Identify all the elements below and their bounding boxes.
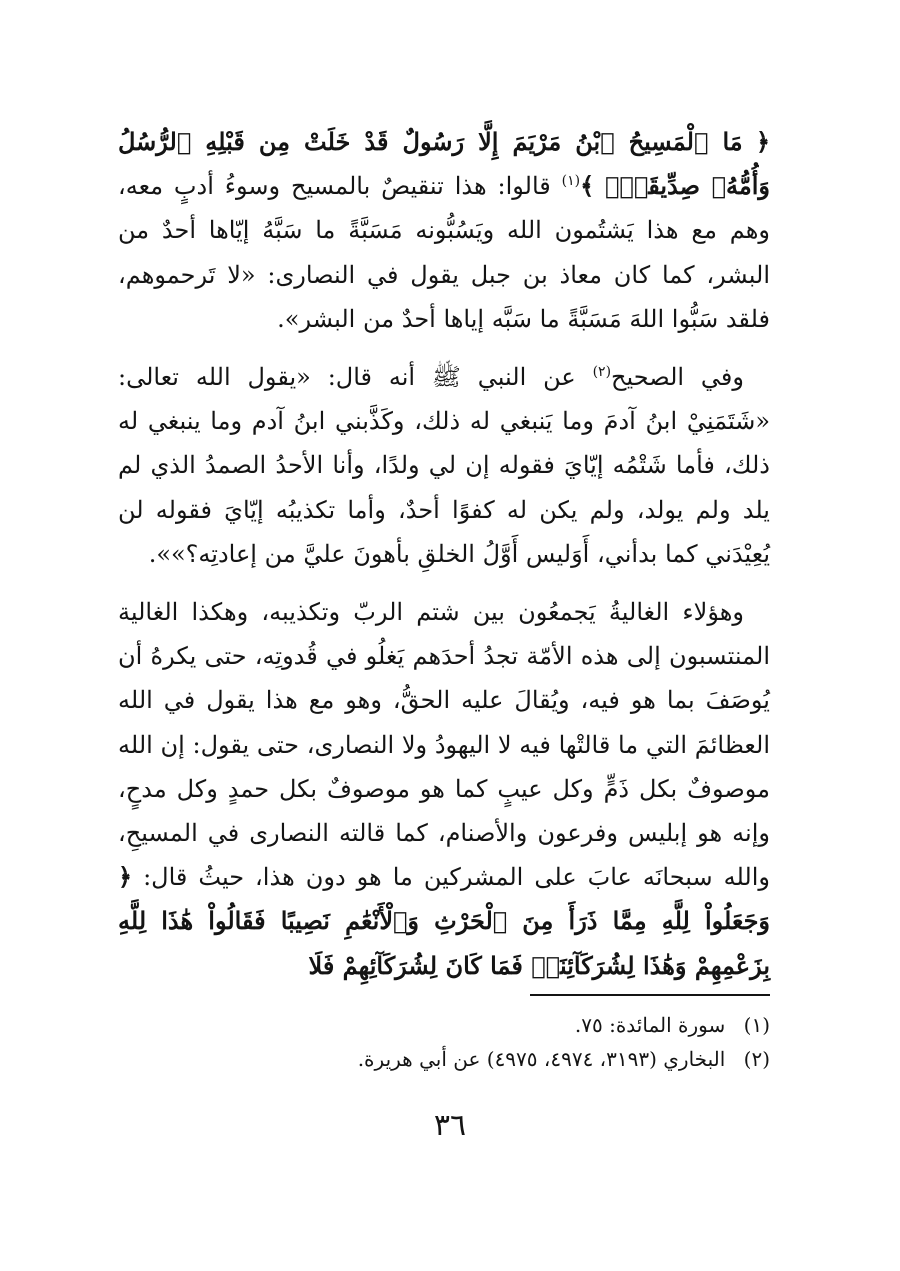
paragraph-3-text: وهؤلاء الغاليةُ يَجمعُون بين شتم الربّ وتكذيبه، وهكذا الغالية المنتسبون إلى هذه الأمّة تجدُ أحدَهم يَغلُو في قُدوتِه، حتى يكرهُ أن يُوصَفَ بما هو فيه، ويُقالَ عليه الحقُّ، وهو مع هذا يقول في الله العظائمَ التي ما قالتْها فيه لا اليهودُ ولا النصارى، حتى يقول: إن الله موصوفٌ بكل ذَمٍّ وكل عيبٍ كما هو موصوفٌ بكل حمدٍ وكل مدحٍ، وإنه هو إبليس وفرعون والأصنام، كما قالته النصارى في المسيحِ، والله سبحانَه عابَ على المشركين ما هو دون هذا، حيثُ قال: <box>118 598 770 892</box>
quran-open-bracket-2: ﴿ <box>118 862 133 892</box>
paragraph-2-text: عن النبي ﷺ أنه قال: «يقول الله تعالى: «شَتَمَنِيْ ابنُ آدمَ وما يَنبغي له ذلك، وكَذَّبني ابنُ آدم وما ينبغي له ذلك، فأما شَتْمُه إيّايَ فقوله إن لي ولدًا، وأنا الأحدُ الصمدُ الذي لم يلد ولم يولد، ولم يكن له كفوًا أحدٌ، وأما تكذيبُه إيّايَ فقوله لن يُعِيْدَني كما بدأني، أَوَليس أَوَّلُ الخلقِ بأهونَ عليَّ من إعادتِه؟»». <box>118 363 770 568</box>
footnote-1-number: (١) <box>743 1013 770 1037</box>
footnote-2-number: (٢) <box>743 1047 770 1071</box>
paragraph-2 <box>118 355 770 576</box>
footnote-2-text: البخاري (٣١٩٣، ٤٩٧٤، ٤٩٧٥) عن أبي هريرة. <box>357 1047 726 1071</box>
footnote-1-text: سورة المائدة: ٧٥. <box>574 1013 726 1037</box>
footnote-ref-1: (١) <box>561 173 581 190</box>
quran-verse-1: مَا ٱلْمَسِيحُ ٱبْنُ مَرْيَمَ إِلَّا رَسُولٌ قَدْ خَلَتْ مِن قَبْلِهِ ٱلرُّسُلُ وَأُمُّهُۥ صِدِّيقَةٌۖ <box>118 127 771 201</box>
quran-open-bracket: ﴿ <box>755 127 770 156</box>
footnote-divider <box>530 994 770 996</box>
paragraph-3 <box>118 590 770 988</box>
main-text <box>118 120 770 1002</box>
paragraph-1 <box>118 120 770 341</box>
paragraph-1-text: قالوا: هذا تنقيصٌ بالمسيح وسوءُ أدبٍ معه، وهم مع هذا يَشتُمون الله ويَسُبُّونه مَسَبَّةً ما سَبَّهُ إيّاها أحدٌ من البشر، كما كان معاذ بن جبل يقول في النصارى: «لا تَرحموهم، فلقد سَبُّوا اللهَ مَسَبَّةً ما سَبَّه إياها أحدٌ من البشر». <box>118 172 770 333</box>
footnotes <box>118 1008 770 1076</box>
quran-verse-2: وَجَعَلُواْ لِلَّهِ مِمَّا ذَرَأَ مِنَ ٱلْحَرْثِ وَٱلْأَنْعَٰمِ نَصِيبًا فَقَالُواْ هَٰذَا لِلَّهِ بِزَعْمِهِمْ وَهَٰذَا لِشُرَكَآئِنَاۖ فَمَا كَانَ لِشُرَكَآئِهِمْ فَلَا <box>118 906 770 980</box>
footnote-1 <box>118 1008 770 1042</box>
quran-close-bracket: ﴾ <box>580 171 595 201</box>
footnote-ref-2: (٢) <box>592 364 612 381</box>
footnote-2 <box>118 1042 770 1076</box>
paragraph-2-lead: وفي الصحيح <box>611 363 744 392</box>
page-number: ٣٦ <box>433 1108 467 1143</box>
